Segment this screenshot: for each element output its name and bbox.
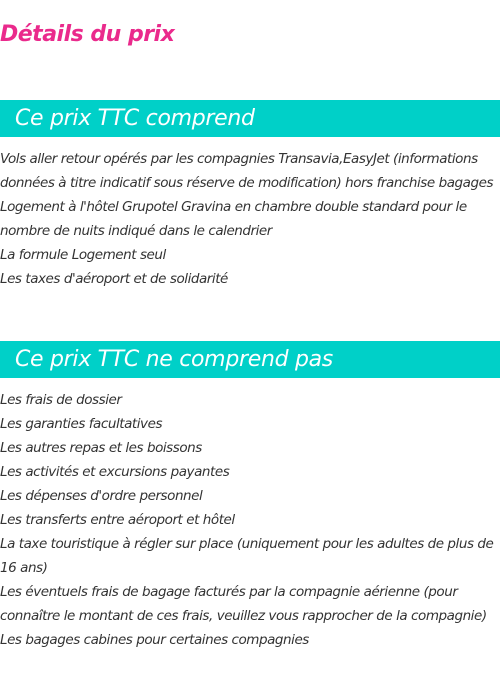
section-heading-excluded: Ce prix TTC ne comprend pas xyxy=(15,347,333,372)
included-list xyxy=(0,147,500,291)
section-header-excluded xyxy=(0,341,500,378)
list-item: Vols aller retour opérés par les compagnies Transavia,EasyJet (informations données à titre indicatif sous réserve de modification) hors franchise bagages xyxy=(0,151,494,191)
list-item: Logement à l'hôtel Grupotel Gravina en chambre double standard pour le nombre de nuits indiqué dans le calendrier xyxy=(0,199,467,239)
section-heading-included: Ce prix TTC comprend xyxy=(15,106,255,131)
list-item: Les transferts entre aéroport et hôtel xyxy=(0,512,235,528)
list-item: Les activités et excursions payantes xyxy=(0,464,230,480)
excluded-list xyxy=(0,388,500,652)
list-item: La formule Logement seul xyxy=(0,247,166,263)
list-item: Les éventuels frais de bagage facturés par la compagnie aérienne (pour connaître le montant de ces frais, veuillez vous rapprocher de la compagnie) xyxy=(0,584,487,624)
list-item: Les frais de dossier xyxy=(0,392,122,408)
section-header-included xyxy=(0,100,500,137)
list-item: Les dépenses d'ordre personnel xyxy=(0,488,203,504)
page-title: Détails du prix xyxy=(0,22,175,47)
list-item: La taxe touristique à régler sur place (uniquement pour les adultes de plus de 16 ans) xyxy=(0,536,494,576)
list-item: Les garanties facultatives xyxy=(0,416,163,432)
list-item: Les taxes d'aéroport et de solidarité xyxy=(0,271,228,287)
list-item: Les autres repas et les boissons xyxy=(0,440,202,456)
list-item: Les bagages cabines pour certaines compagnies xyxy=(0,632,309,648)
